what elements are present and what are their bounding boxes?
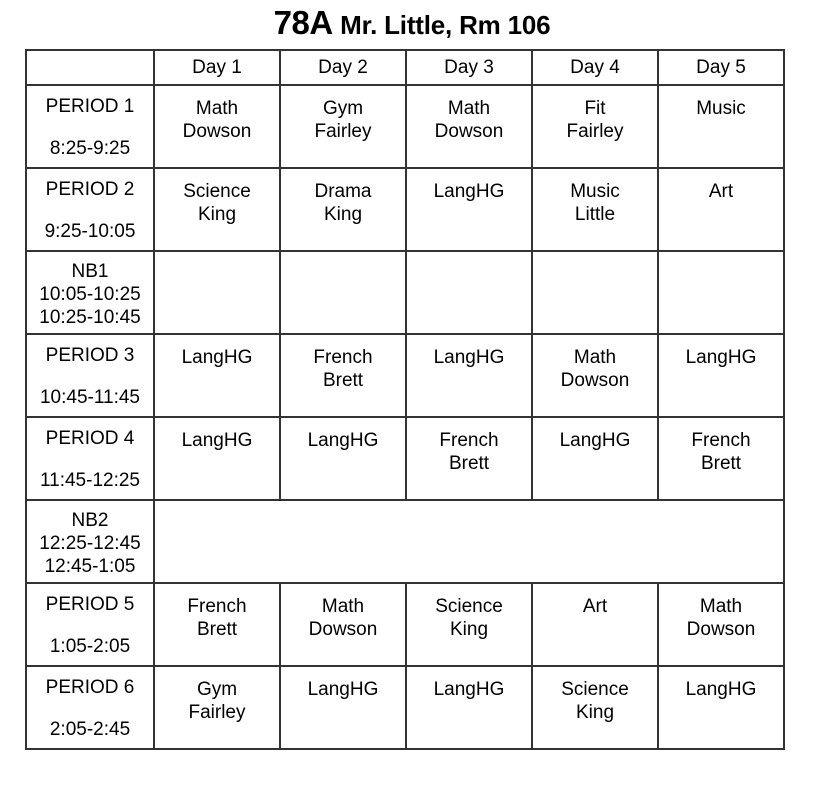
class-cell[interactable] <box>154 168 280 251</box>
class-teacher: King <box>575 702 615 723</box>
class-subject: Math <box>195 98 239 119</box>
break-span-cell <box>154 500 784 583</box>
class-cell[interactable] <box>658 168 784 251</box>
class-cell[interactable] <box>532 251 658 334</box>
class-subject: Music <box>570 181 620 202</box>
class-teacher: Fairley <box>314 121 372 142</box>
class-subject <box>281 252 405 263</box>
class-cell[interactable] <box>406 417 532 500</box>
period-time: 1:05-2:05 <box>49 636 131 657</box>
break-name: NB2 <box>71 510 109 531</box>
period-label-cell <box>26 583 154 666</box>
class-subject: Math <box>573 347 617 368</box>
timetable-container <box>0 49 824 750</box>
period-label-cell <box>26 334 154 417</box>
class-teacher: Fairley <box>188 702 246 723</box>
class-subject: French <box>439 430 499 451</box>
class-subject: Art <box>582 596 608 617</box>
class-subject: LangHG <box>559 430 631 451</box>
class-subject: Math <box>447 98 491 119</box>
class-subject: LangHG <box>433 347 505 368</box>
class-teacher: Little <box>574 204 616 225</box>
class-cell[interactable] <box>406 168 532 251</box>
class-teacher: Fairley <box>566 121 624 142</box>
class-subject: Science <box>435 596 503 617</box>
table-row <box>26 334 784 417</box>
class-teacher: Dowson <box>308 619 378 640</box>
class-subject: Science <box>561 679 629 700</box>
class-subject: LangHG <box>685 679 757 700</box>
period-time: 9:25-10:05 <box>44 221 136 242</box>
class-cell[interactable] <box>532 666 658 749</box>
class-teacher: Brett <box>700 453 742 474</box>
class-subject: LangHG <box>307 430 379 451</box>
class-subject <box>155 252 279 263</box>
class-teacher: Brett <box>448 453 490 474</box>
class-subject: LangHG <box>433 181 505 202</box>
class-subject: Math <box>321 596 365 617</box>
class-cell[interactable] <box>658 583 784 666</box>
class-cell[interactable] <box>280 85 406 168</box>
period-name: PERIOD 5 <box>45 594 135 615</box>
class-subject: Fit <box>584 98 606 119</box>
break-time-first: 10:05-10:25 <box>39 284 141 305</box>
class-cell[interactable] <box>658 251 784 334</box>
class-subject: LangHG <box>307 679 379 700</box>
class-cell[interactable] <box>406 85 532 168</box>
table-row <box>26 583 784 666</box>
class-teacher: Dowson <box>182 121 252 142</box>
class-teacher: Dowson <box>686 619 756 640</box>
class-teacher: Dowson <box>434 121 504 142</box>
class-teacher: King <box>323 204 363 225</box>
class-subject: Gym <box>322 98 364 119</box>
class-teacher: Brett <box>322 370 364 391</box>
class-cell[interactable] <box>532 334 658 417</box>
class-subject: Math <box>699 596 743 617</box>
class-cell[interactable] <box>280 417 406 500</box>
class-cell[interactable] <box>154 583 280 666</box>
class-cell[interactable] <box>406 666 532 749</box>
table-row <box>26 500 784 583</box>
day-header-4: Day 4 <box>532 50 658 85</box>
class-cell[interactable] <box>154 417 280 500</box>
class-cell[interactable] <box>154 334 280 417</box>
class-cell[interactable] <box>532 168 658 251</box>
class-subject <box>533 252 657 263</box>
break-time-first: 12:25-12:45 <box>39 533 141 554</box>
class-cell[interactable] <box>406 251 532 334</box>
class-subject <box>659 252 783 263</box>
period-time: 10:45-11:45 <box>39 387 140 408</box>
teacher-room-label: Mr. Little, Rm 106 <box>340 10 551 40</box>
period-name: PERIOD 6 <box>45 677 135 698</box>
table-row <box>26 666 784 749</box>
class-cell[interactable] <box>280 168 406 251</box>
class-teacher: King <box>449 619 489 640</box>
class-cell[interactable] <box>154 85 280 168</box>
timetable <box>25 49 785 750</box>
class-subject: Science <box>183 181 251 202</box>
class-cell[interactable] <box>280 334 406 417</box>
class-cell[interactable] <box>658 85 784 168</box>
day-header-2: Day 2 <box>280 50 406 85</box>
period-label-cell <box>26 85 154 168</box>
class-code: 78A <box>273 4 332 41</box>
class-subject: LangHG <box>685 347 757 368</box>
break-time-second: 12:45-1:05 <box>44 556 136 577</box>
period-time: 11:45-12:25 <box>39 470 140 491</box>
class-cell[interactable] <box>658 666 784 749</box>
class-subject: French <box>187 596 247 617</box>
period-name: PERIOD 4 <box>45 428 135 449</box>
period-label-cell <box>26 168 154 251</box>
class-cell[interactable] <box>280 251 406 334</box>
header-corner-cell <box>26 50 154 85</box>
period-label-cell <box>26 417 154 500</box>
break-label-cell <box>26 500 154 583</box>
class-subject: French <box>313 347 373 368</box>
table-row <box>26 417 784 500</box>
class-cell[interactable] <box>280 583 406 666</box>
table-header-row <box>26 50 784 85</box>
period-name: PERIOD 2 <box>45 179 135 200</box>
period-label-cell <box>26 666 154 749</box>
day-header-3: Day 3 <box>406 50 532 85</box>
class-cell[interactable] <box>658 417 784 500</box>
class-subject: Art <box>708 181 734 202</box>
break-name: NB1 <box>71 261 109 282</box>
class-cell[interactable] <box>406 583 532 666</box>
period-name: PERIOD 3 <box>45 345 135 366</box>
class-teacher: King <box>197 204 237 225</box>
class-subject <box>407 252 531 263</box>
class-subject: LangHG <box>181 347 253 368</box>
class-cell[interactable] <box>532 85 658 168</box>
class-cell[interactable] <box>532 417 658 500</box>
class-subject: Music <box>696 98 746 119</box>
class-cell[interactable] <box>154 666 280 749</box>
page-title <box>0 0 824 39</box>
class-subject: French <box>691 430 751 451</box>
period-time: 2:05-2:45 <box>49 719 131 740</box>
class-subject: LangHG <box>181 430 253 451</box>
break-time-second: 10:25-10:45 <box>39 307 141 328</box>
class-cell[interactable] <box>658 334 784 417</box>
period-time: 8:25-9:25 <box>49 138 131 159</box>
day-header-5: Day 5 <box>658 50 784 85</box>
class-cell[interactable] <box>406 334 532 417</box>
class-subject: LangHG <box>433 679 505 700</box>
table-row <box>26 85 784 168</box>
period-name: PERIOD 1 <box>45 96 135 117</box>
class-teacher: Dowson <box>560 370 630 391</box>
class-teacher: Brett <box>196 619 238 640</box>
class-cell[interactable] <box>280 666 406 749</box>
table-row <box>26 251 784 334</box>
class-cell[interactable] <box>532 583 658 666</box>
class-cell[interactable] <box>154 251 280 334</box>
break-label-cell <box>26 251 154 334</box>
class-subject: Gym <box>196 679 238 700</box>
table-row <box>26 168 784 251</box>
class-subject: Drama <box>314 181 372 202</box>
day-header-1: Day 1 <box>154 50 280 85</box>
